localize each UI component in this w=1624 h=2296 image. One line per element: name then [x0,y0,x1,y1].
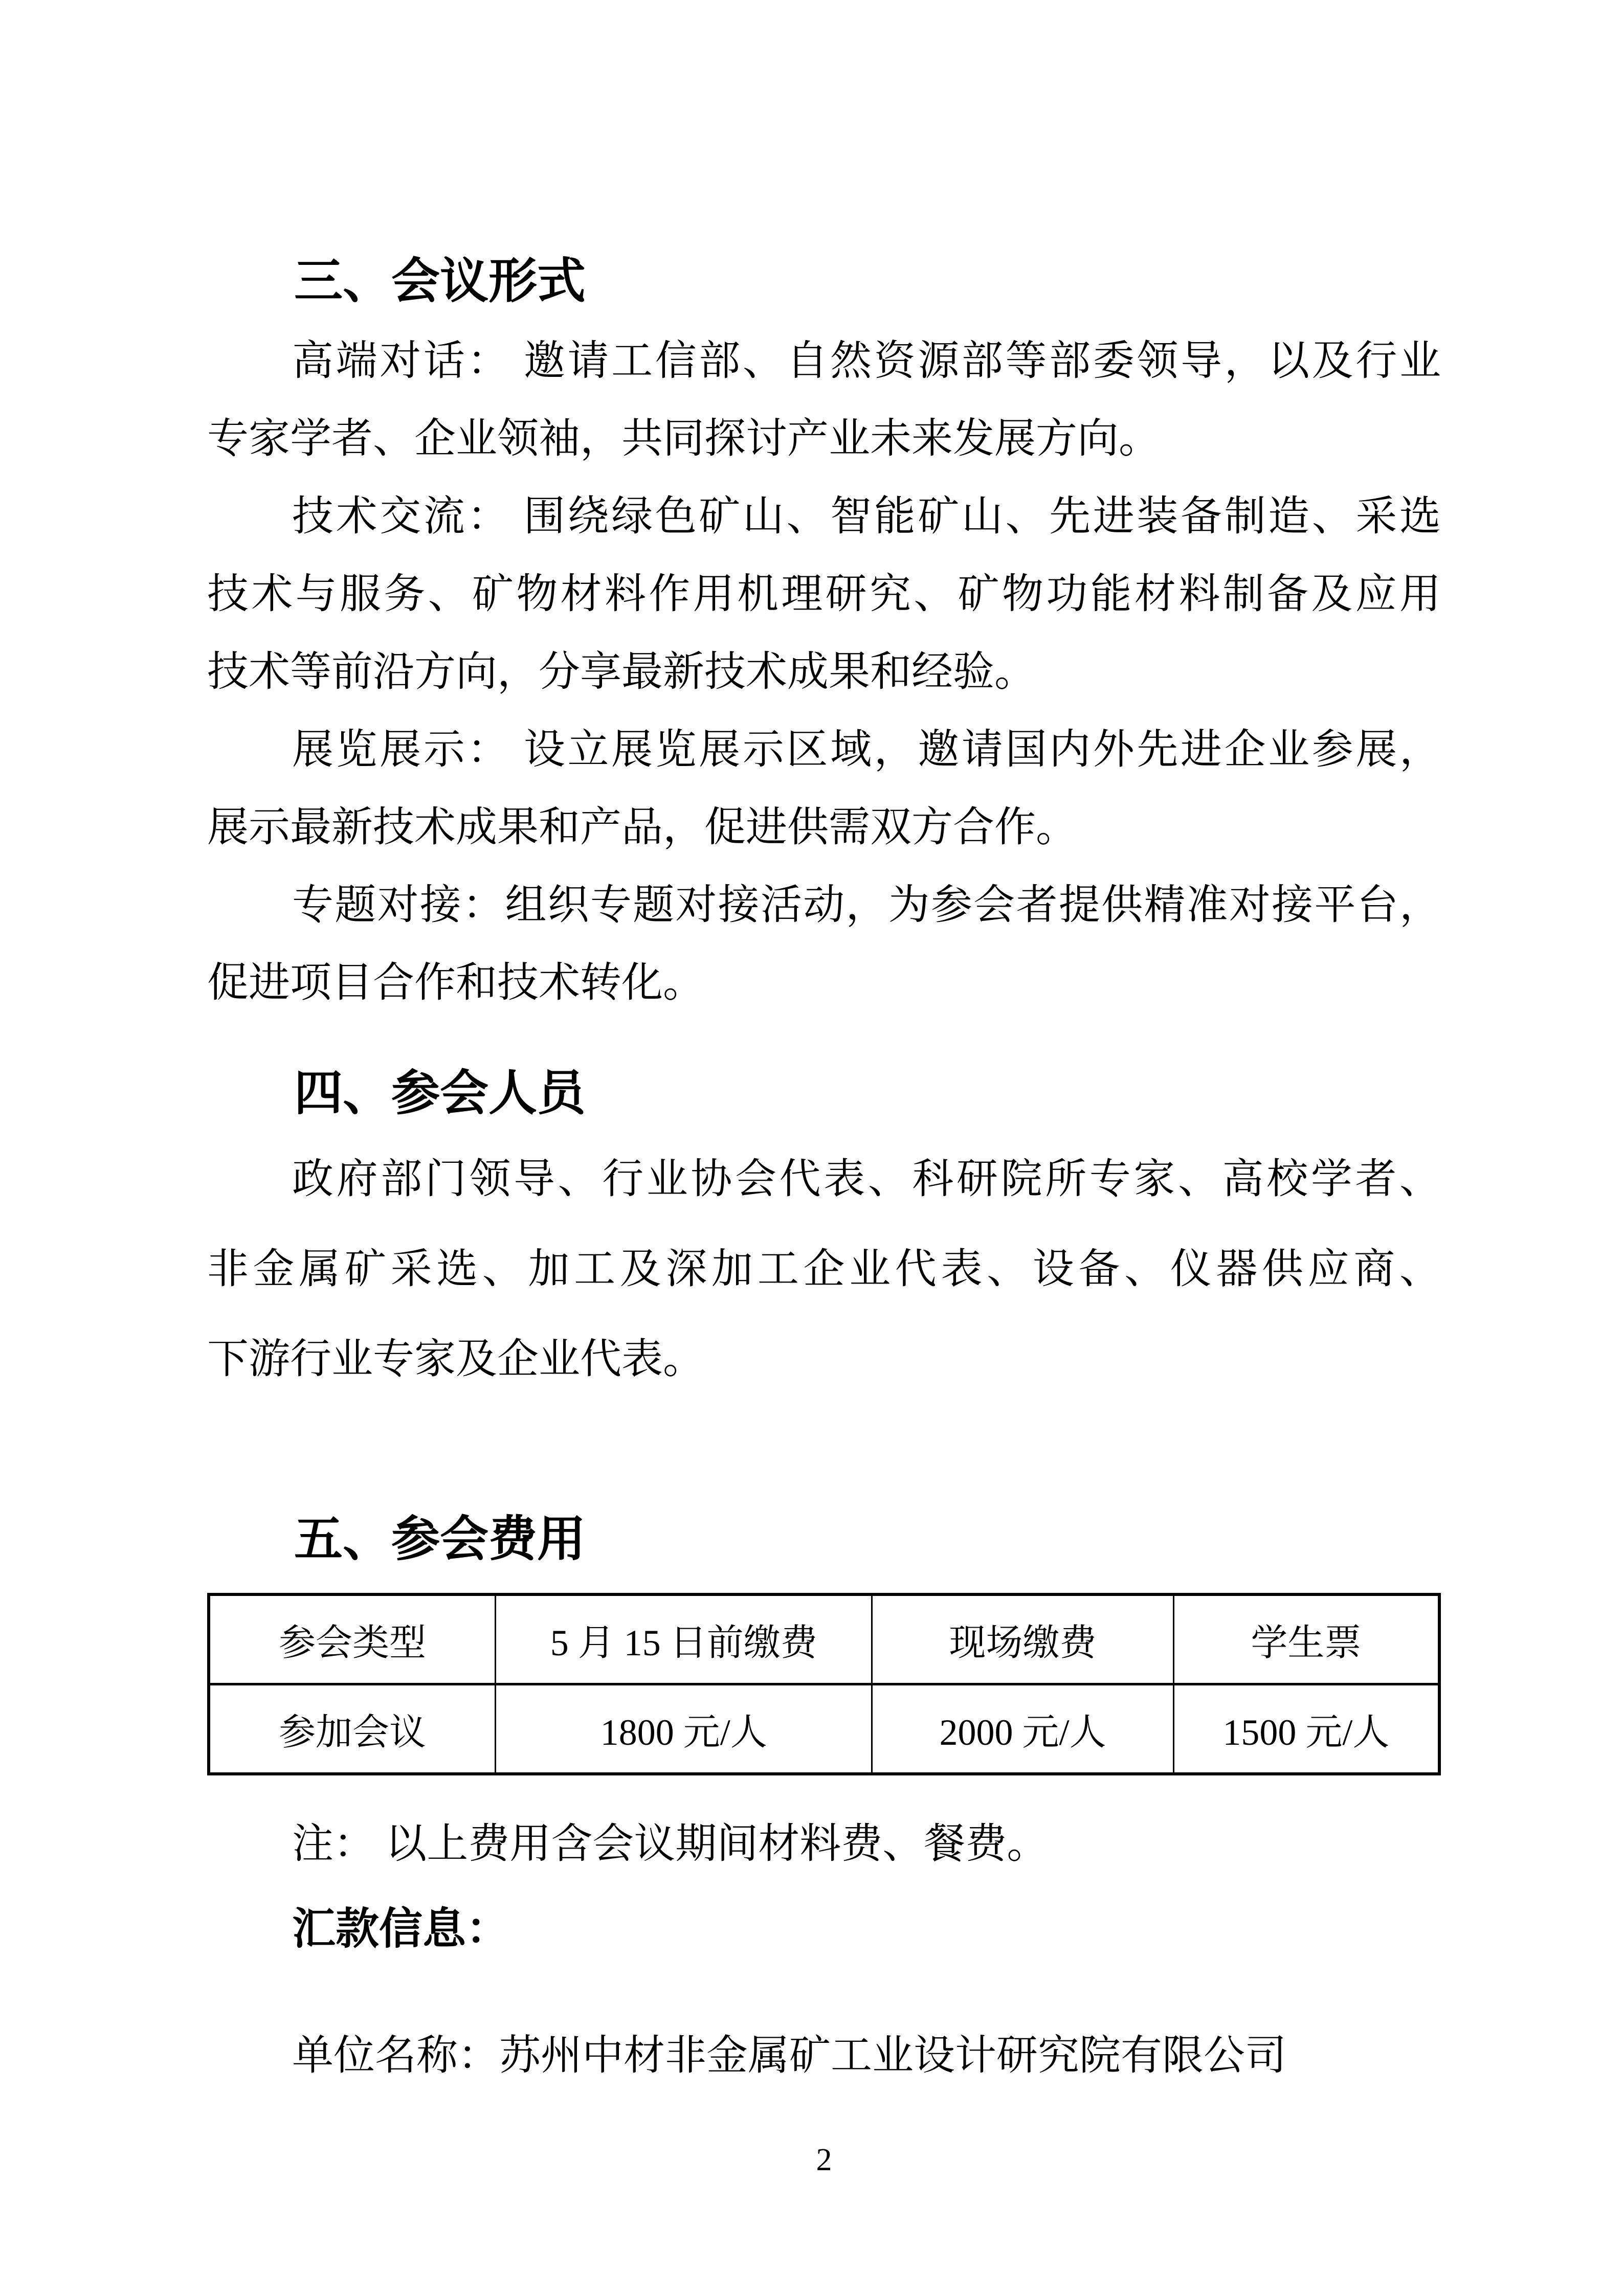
section-heading-participants: 四、参会人员 [294,1066,586,1120]
fee-cell-onsite-price: 2000 元/人 [872,1684,1173,1774]
paragraph-line: 展览展示： 设立展览展示区域，邀请国内外先进企业参展， [292,727,1441,773]
company-name-line: 单位名称：苏州中材非金属矿工业设计研究院有限公司 [292,2033,1287,2079]
fee-note: 注： 以上费用含会议期间材料费、餐费。 [292,1821,1049,1867]
fee-table-header-row [209,1594,1439,1684]
fee-table-row [209,1684,1439,1774]
fee-table [207,1593,1441,1775]
section-heading-meeting-format: 三、会议形式 [294,254,586,308]
page-number: 2 [816,2143,832,2177]
paragraph-high-end-dialogue [207,322,1441,478]
fee-table-header-onsite-payment: 现场缴费 [872,1594,1173,1684]
section-heading-fees: 五、参会费用 [294,1512,586,1566]
paragraph-special-matchmaking [207,866,1441,1022]
paragraph-line: 展示最新技术成果和产品，促进供需双方合作。 [207,804,1078,850]
fee-table-header-type: 参会类型 [209,1594,496,1684]
paragraph-line: 非金属矿采选、加工及深加工企业代表、设备、仪器供应商、 [207,1246,1441,1292]
fee-table-header-early-payment: 5 月 15 日前缴费 [496,1594,872,1684]
paragraph-line: 专题对接：组织专题对接活动，为参会者提供精准对接平台， [292,882,1441,928]
fee-cell-early-price: 1800 元/人 [496,1684,872,1774]
paragraph-technical-exchange [207,478,1441,711]
paragraph-exhibition [207,711,1441,866]
paragraph-line: 技术与服务、矿物材料作用机理研究、矿物功能材料制备及应用 [207,571,1441,617]
fee-cell-student-price: 1500 元/人 [1173,1684,1439,1774]
document-content [207,240,1441,2179]
paragraph-line: 技术等前沿方向，分享最新技术成果和经验。 [207,649,1036,695]
paragraph-line: 技术交流： 围绕绿色矿山、智能矿山、先进装备制造、采选 [292,493,1441,539]
paragraph-line: 政府部门领导、行业协会代表、科研院所专家、高校学者、 [292,1156,1441,1202]
remittance-info-heading: 汇款信息： [292,1905,510,1953]
paragraph-line: 下游行业专家及企业代表。 [207,1336,705,1382]
paragraph-participants [207,1134,1441,1404]
fee-cell-type: 参加会议 [209,1684,496,1774]
paragraph-line: 促进项目合作和技术转化。 [207,960,705,1006]
paragraph-line: 高端对话： 邀请工信部、自然资源部等部委领导，以及行业 [292,338,1441,384]
fee-table-header-student-ticket: 学生票 [1173,1594,1439,1684]
paragraph-line: 专家学者、企业领袖，共同探讨产业未来发展方向。 [207,416,1161,462]
